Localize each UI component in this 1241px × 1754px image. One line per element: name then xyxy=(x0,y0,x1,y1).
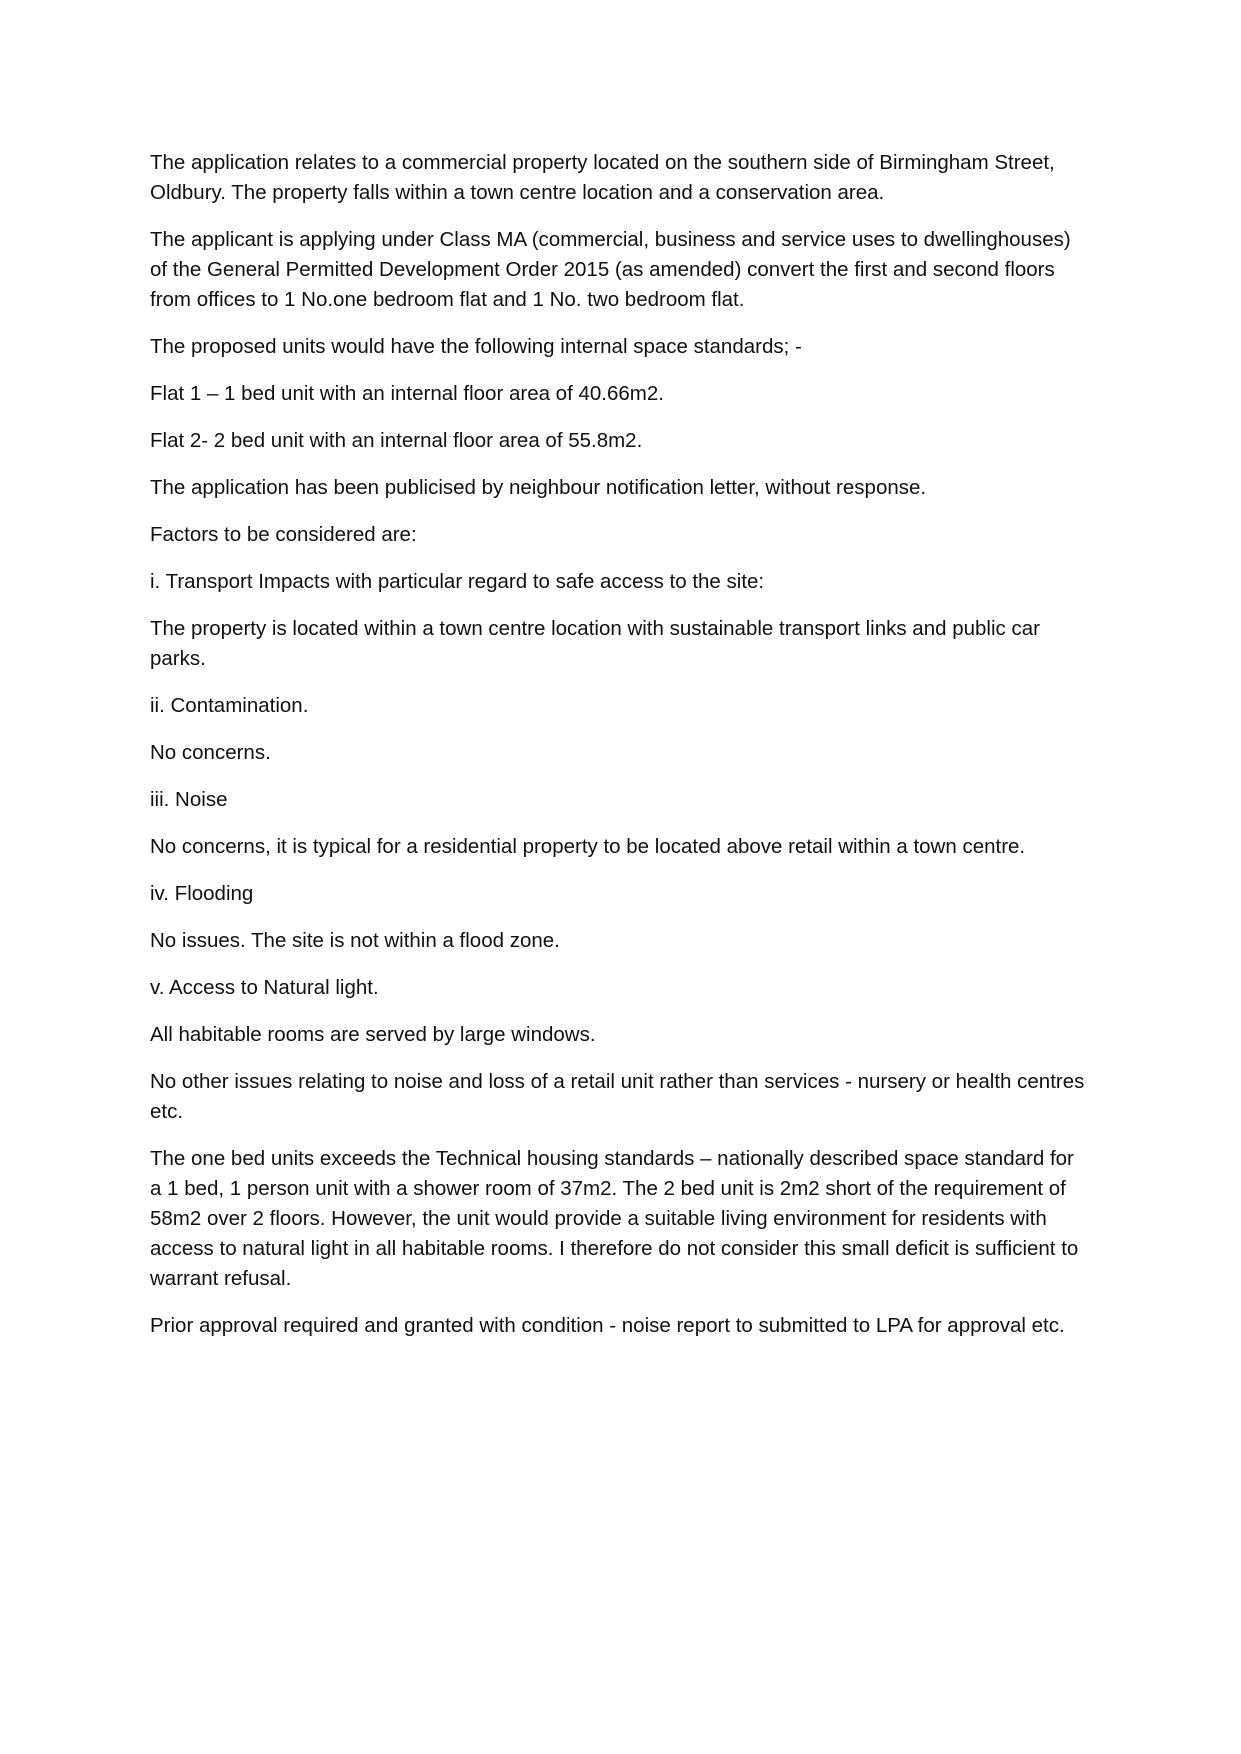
paragraph-flat-1: Flat 1 – 1 bed unit with an internal floor area of 40.66m2. xyxy=(150,382,664,405)
paragraph-transport-heading: i. Transport Impacts with particular regard to safe access to the site: xyxy=(150,570,765,593)
paragraph-housing-standards: The one bed units exceeds the Technical housing standards – nationally described space standard for a 1 bed, 1 person unit with a shower room of 37m2. The 2 bed unit is 2m2 short of the requirement of 58m2 over 2 floors. However, the unit would provide a suitable living environment for residents with access to natural light in all habitable rooms. I therefore do not consider this small deficit is sufficient to warrant refusal. xyxy=(150,1147,1079,1290)
paragraph-contamination-body: No concerns. xyxy=(150,741,271,764)
paragraph-natural-light-heading: v. Access to Natural light. xyxy=(150,976,379,999)
paragraph-contamination-heading: ii. Contamination. xyxy=(150,694,309,717)
paragraph-publicity: The application has been publicised by neighbour notification letter, without response. xyxy=(150,476,927,499)
paragraph-decision: Prior approval required and granted with condition - noise report to submitted to LPA for approval etc. xyxy=(150,1314,1065,1337)
paragraph-natural-light-body: All habitable rooms are served by large windows. xyxy=(150,1023,596,1046)
paragraph-flooding-heading: iv. Flooding xyxy=(150,882,254,905)
paragraph-space-standards-intro: The proposed units would have the following internal space standards; - xyxy=(150,335,802,358)
paragraph-other-issues: No other issues relating to noise and loss of a retail unit rather than services - nursery or health centres etc. xyxy=(150,1070,1085,1123)
paragraph-factors-heading: Factors to be considered are: xyxy=(150,523,417,546)
paragraph-application-details: The applicant is applying under Class MA (commercial, business and service uses to dwellinghouses) of the General Permitted Development Order 2015 (as amended) convert the first and second floors from offices to 1 No.one bedroom flat and 1 No. two bedroom flat. xyxy=(150,228,1071,311)
paragraph-flat-2: Flat 2- 2 bed unit with an internal floor area of 55.8m2. xyxy=(150,429,643,452)
paragraph-noise-body: No concerns, it is typical for a residential property to be located above retail within a town centre. xyxy=(150,835,1026,858)
document-body xyxy=(150,148,1090,1358)
paragraph-flooding-body: No issues. The site is not within a flood zone. xyxy=(150,929,560,952)
paragraph-site-description: The application relates to a commercial property located on the southern side of Birmingham Street, Oldbury. The property falls within a town centre location and a conservation area. xyxy=(150,151,1055,204)
paragraph-transport-body: The property is located within a town centre location with sustainable transport links and public car parks. xyxy=(150,617,1040,670)
paragraph-noise-heading: iii. Noise xyxy=(150,788,228,811)
